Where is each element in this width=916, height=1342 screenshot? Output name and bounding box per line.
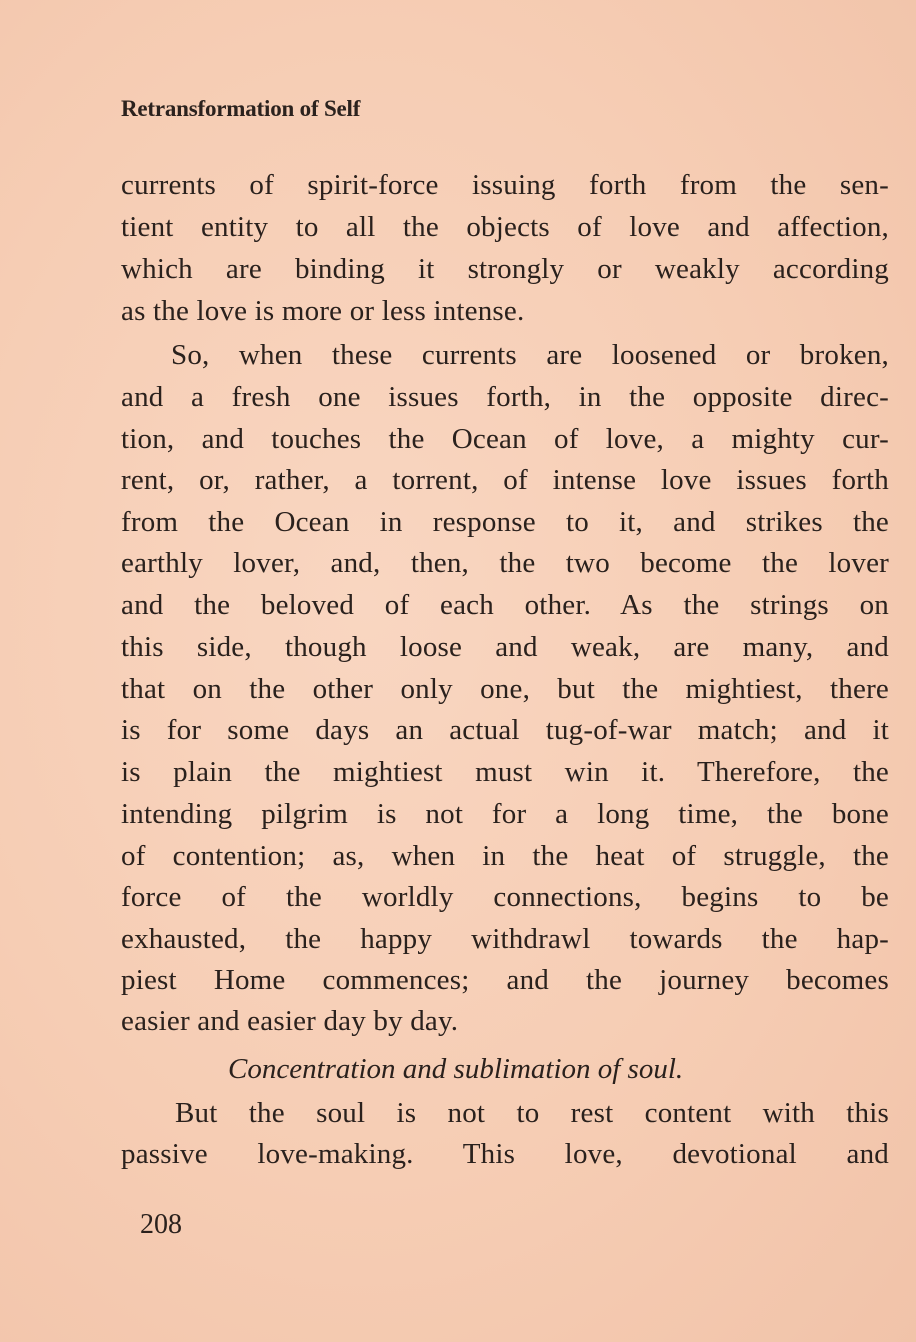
- text-line: which are binding it strongly or weakly according: [121, 253, 889, 285]
- text-line: tion, and touches the Ocean of love, a mighty cur-: [121, 423, 889, 455]
- text-line: tient entity to all the objects of love and affection,: [121, 211, 889, 243]
- text-line: and the beloved of each other. As the strings on: [121, 589, 889, 621]
- text-line: easier and easier day by day.: [121, 1005, 459, 1037]
- text-line: from the Ocean in response to it, and strikes the: [121, 506, 889, 538]
- text-line: rent, or, rather, a torrent, of intense love issues forth: [121, 464, 889, 496]
- text-line: of contention; as, when in the heat of struggle, the: [121, 840, 889, 872]
- text-line: this side, though loose and weak, are many, and: [121, 631, 889, 663]
- text-line: is for some days an actual tug-of-war match; and it: [121, 714, 889, 746]
- running-head: Retransformation of Self: [121, 96, 361, 121]
- section-heading: Concentration and sublimation of soul.: [228, 1053, 684, 1085]
- text-line: passive love-making. This love, devotional and: [121, 1138, 889, 1170]
- text-line: But the soul is not to rest content with this: [175, 1097, 889, 1129]
- text-line: earthly lover, and, then, the two become the lover: [121, 547, 889, 579]
- text-line: exhausted, the happy withdrawl towards the hap-: [121, 923, 889, 955]
- text-line: and a fresh one issues forth, in the opposite direc-: [121, 381, 889, 413]
- text-line: So, when these currents are loosened or broken,: [171, 339, 889, 371]
- text-line: force of the worldly connections, begins to be: [121, 881, 889, 913]
- page-number: 208: [140, 1209, 182, 1240]
- text-line: is plain the mightiest must win it. Therefore, the: [121, 756, 889, 788]
- text-line: piest Home commences; and the journey becomes: [121, 964, 889, 996]
- text-line: as the love is more or less intense.: [121, 295, 525, 327]
- text-line: that on the other only one, but the mightiest, there: [121, 673, 889, 705]
- text-line: intending pilgrim is not for a long time, the bone: [121, 798, 889, 830]
- text-line: currents of spirit-force issuing forth from the sen-: [121, 169, 889, 201]
